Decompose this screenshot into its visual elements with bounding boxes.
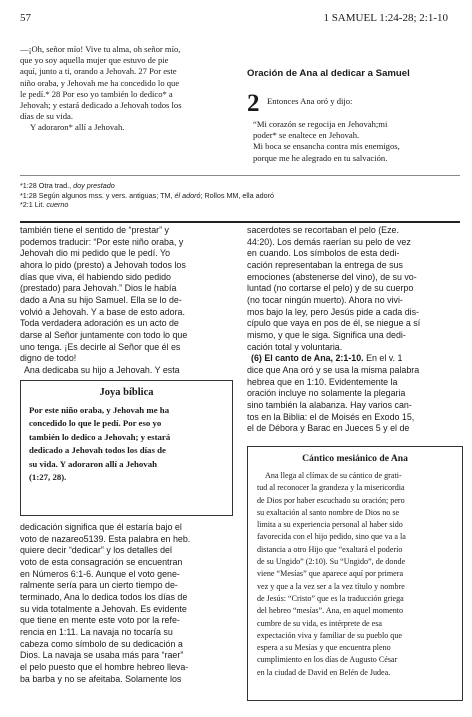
commentary-line: cabeza como símbolo de su dedicación a — [20, 638, 183, 649]
sidebar-line: favorecida con el hijo pedido, sino que va a la — [257, 532, 406, 542]
page-number: 57 — [20, 12, 31, 24]
commentary-line: (prestado) para Jehovah.” Dios le había — [20, 283, 177, 294]
commentary-left-top — [20, 225, 233, 377]
scripture-line: Jehovah; y estará dedicado a Jehovah todos los — [20, 100, 182, 111]
chapter-drop-cap: 2 — [247, 90, 260, 117]
commentary-line: ahora lo pido (presto) a Jehovah todos los — [20, 259, 186, 270]
sidebar-line: Por este niño oraba, y Jehovah me ha — [29, 405, 170, 415]
commentary-line: su vida totalmente a Jehovah. Es evidente — [20, 603, 187, 614]
sidebar-line: de Jesús: “Cristo” que es la traducción griega — [257, 593, 404, 603]
joya-biblica-box — [20, 380, 233, 516]
commentary-line: podemos traducir: “Por este niño oraba, y — [20, 236, 184, 247]
commentary-line: uno tenga. ¡Es decirle al Señor que él es — [20, 341, 181, 352]
commentary-line: Dios. La navaja se usaba más para “raer” — [20, 650, 184, 661]
footnote — [20, 200, 460, 210]
footnote — [20, 181, 460, 191]
commentary-rule — [20, 221, 460, 223]
footnote-ref: *2:1 — [20, 200, 33, 210]
footnote-italic: doy prestado — [73, 181, 115, 190]
sidebar-line: expectación viva y familiar de su pueblo que — [257, 630, 402, 640]
sidebar-line: su exaltación al santo nombre de Dios no se — [257, 507, 400, 517]
commentary-line: Toda verdadera adoración es un acto de — [20, 318, 179, 329]
commentary-left-bottom — [20, 522, 233, 685]
scripture-line: —¡Oh, señor mío! Vive tu alma, oh señor mío, — [20, 44, 181, 54]
commentary-line: sacerdotes se recortaban el pelo (Eze. — [247, 225, 399, 235]
commentary-line: 44:20). Los demás raerían su pelo de vez — [247, 236, 411, 247]
sidebar-title: Cántico mesiánico de Ana — [302, 453, 408, 464]
commentary-line: dado a Ana su hijo Samuel. Ella se lo de- — [20, 294, 182, 305]
commentary-line: oración incluye no solamente la plegaria — [247, 388, 406, 399]
sidebar-line: (1:27, 28). — [29, 472, 67, 483]
commentary-line: tos en la Biblia: el de Moisés en Exodo 15, — [247, 411, 415, 422]
section-heading: Oración de Ana al dedicar a Samuel — [247, 68, 410, 79]
cantico-mesianico-box — [247, 446, 463, 701]
commentary-line: digno de todo! — [20, 353, 77, 364]
footnote-rule — [20, 175, 460, 176]
sidebar-line: en la ciudad de David en Belén de Judea. — [257, 667, 391, 677]
footnote-text: Lit. — [34, 200, 45, 210]
commentary-line: ralmente sería para un cierto tiempo de- — [20, 580, 178, 591]
scripture-line: le pedí.* 28 Por eso yo también lo dedico* a — [20, 88, 173, 99]
footnote-ref: *1:28 — [20, 190, 37, 200]
scripture-line: Entonces Ana oró y dijo: — [267, 96, 353, 106]
sidebar-line: vez y que a la vez ser a la vez título y nombre — [257, 581, 405, 591]
commentary-line: voto de nazareo5139. Esta palabra en heb. — [20, 533, 191, 544]
commentary-line: dedicación significa que él estaría bajo el — [20, 522, 182, 532]
commentary-line: cación representaban la entrega de sus — [247, 259, 403, 270]
scripture-line: aquí, junto a ti, orando a Jehovah. 27 Por este — [20, 66, 177, 77]
sidebar-line: espera a su Mesías y que encuentra pleno — [257, 643, 391, 653]
sidebar-line: cumplimiento en los días de Augusto César — [257, 655, 398, 665]
commentary-line: también tiene el sentido de “prestar” y — [20, 225, 169, 235]
footnote-text: Según algunos mss. y vers. antiguas; TM, — [38, 190, 173, 200]
sidebar-line: de Dios por haber escuchado su oración; pero — [257, 495, 405, 505]
commentary-line: emociones (abstenerse del vino), de su vo- — [247, 271, 417, 282]
commentary-line: volvió a Jehovah. Y a base de esto adora. — [20, 306, 185, 317]
commentary-line: mos bajo la ley, pero Jesús pide a cada dis- — [247, 306, 420, 317]
commentary-line: sino también la alabanza. Hay varios can- — [247, 399, 412, 410]
sidebar-line: dedicado a Jehovah todos los días de — [29, 445, 166, 456]
sidebar-line: de su Ungido” (2:10). Su “Ungido”, de donde — [257, 557, 406, 567]
commentary-line: ba barba y no se afeitaba. Solamente los — [20, 673, 182, 684]
running-head: 1 SAMUEL 1:24-28; 2:1-10 — [323, 12, 448, 24]
footnote-text: Otra trad., — [38, 181, 72, 190]
section-heading: (6) El canto de Ana, 2:1-10. — [251, 353, 364, 364]
footnote-rest: ; Rollos MM, ella adoró — [200, 190, 274, 200]
commentary-right — [247, 225, 460, 435]
commentary-line: rencia en 1:11. La navaja no tocaría su — [20, 626, 173, 637]
sidebar-line: tud al reconocer la grandeza y la misericordia — [257, 483, 405, 493]
sidebar-body — [257, 470, 456, 679]
commentary-line: voto de esta consagración se encuentran — [20, 556, 183, 567]
commentary-line: días que viva, él habiendo sido pedido — [20, 271, 171, 282]
footnote — [20, 191, 460, 201]
sidebar-line: Ana llega al clímax de su cántico de grati- — [265, 471, 402, 480]
sidebar-line: también lo dedico a Jehovah; y estará — [29, 431, 171, 442]
scripture-line: “Mi corazón se regocija en Jehovah;mi — [253, 119, 388, 129]
footnote-ref: *1:28 — [20, 181, 37, 190]
sidebar-title: Joya bíblica — [99, 387, 154, 398]
footnotes — [20, 181, 460, 210]
commentary-line: cación total y voluntaria. — [247, 341, 343, 352]
scripture-line: niño oraba, y Jehovah me ha concedido lo que — [20, 77, 180, 88]
commentary-line — [247, 353, 460, 365]
commentary-text: En el v. 1 — [366, 353, 403, 364]
sidebar-line: cumbre de su vida, es intérprete de esa — [257, 618, 382, 628]
commentary-line: Ana dedicaba su hijo a Jehovah. Y esta — [24, 364, 180, 375]
scripture-line: que yo soy aquella mujer que estuvo de pie — [20, 55, 169, 66]
footnote-italic: él adoró — [174, 190, 201, 200]
commentary-line: que tiene en mente este voto por la refe- — [20, 615, 180, 626]
scripture-line: Y adoraron* allí a Jehovah. — [30, 122, 125, 133]
commentary-line: el pelo puesto que el hombre hebreo lleva- — [20, 661, 189, 672]
scripture-line: Mi boca se ensancha contra mis enemigos, — [253, 141, 400, 152]
sidebar-line: distancia a otro Hijo que “exaltará el poderío — [257, 544, 403, 554]
commentary-line: (no tocar ningún muerto). Ahora no vivi- — [247, 294, 403, 305]
sidebar-body — [29, 404, 226, 484]
commentary-line: el de Débora y Barac en Jueces 5 y el de — [247, 423, 410, 434]
commentary-line: mismo, y que le siga. Significa una dedi- — [247, 329, 406, 340]
commentary-line: dice que Ana oró y se usa la misma palabra — [247, 364, 420, 375]
commentary-line: Jehovah dio mi pedido que le pedí. Yo — [20, 248, 171, 259]
commentary-line: en Números 6:1-6. Aunque el voto gene- — [20, 568, 180, 579]
commentary-line: cípulo que vaya en pos de él, se niegue a sí — [247, 318, 421, 329]
sidebar-line: del hebreo “mesías”. Ana, en aquel momento — [257, 606, 404, 616]
footnote-italic: cuerno — [46, 200, 69, 210]
commentary-line: hebrea que en 1:10. Evidentemente la — [247, 376, 398, 387]
scripture-line: porque me he alegrado en tu salvación. — [253, 152, 388, 163]
sidebar-line: limita a su experiencia personal al haber sido — [257, 520, 403, 530]
sidebar-line: viene “Mesías” que aparece aquí por primera — [257, 569, 404, 579]
commentary-line: luntad (no cortarse el pelo) y de su cuerpo — [247, 283, 414, 294]
scripture-text-right — [253, 119, 463, 164]
sidebar-line: concedido lo que le pedí. Por eso yo — [29, 418, 162, 429]
commentary-line: en cuando. Los símbolos de esta dedi- — [247, 248, 400, 259]
sidebar-line: su vida. Y adoraron allí a Jehovah — [29, 458, 157, 469]
scripture-line: días de su vida. — [20, 111, 73, 122]
commentary-line: darse al Señor juntamente con todo lo que — [20, 329, 188, 340]
commentary-line: quiere decir “dedicar” y los detalles del — [20, 545, 172, 556]
scripture-line: poder* se enaltece en Jehovah. — [253, 130, 360, 141]
commentary-line: terminado, Ana lo dedica todos los días de — [20, 591, 188, 602]
scripture-text-left — [20, 44, 240, 134]
